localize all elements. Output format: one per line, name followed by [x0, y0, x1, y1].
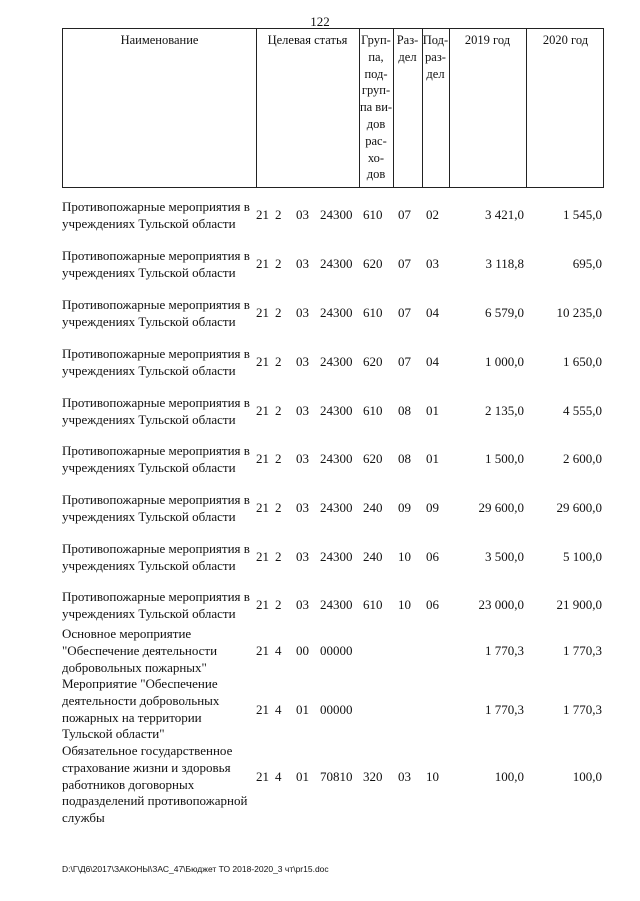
header-subsection: Под- раз- дел	[422, 33, 449, 81]
cell-target-2: 2	[275, 451, 282, 466]
cell-group: 240	[363, 549, 383, 564]
cell-2020: 2 600,0	[563, 451, 602, 466]
cell-target-1: 21	[256, 354, 269, 369]
cell-target-3: 03	[296, 207, 309, 222]
cell-target-2: 2	[275, 500, 282, 515]
row-name: Противопожарные мероприятия в учреждениях Тульской области	[62, 589, 250, 621]
cell-target-1: 21	[256, 500, 269, 515]
row-name: Противопожарные мероприятия в учреждениях Тульской области	[62, 541, 250, 573]
cell-target-1: 21	[256, 702, 269, 717]
cell-2019: 29 600,0	[478, 500, 524, 515]
cell-section: 10	[398, 597, 411, 612]
cell-subsection: 02	[426, 207, 439, 222]
cell-target-1: 21	[256, 403, 269, 418]
cell-target-2: 2	[275, 207, 282, 222]
cell-subsection: 06	[426, 597, 439, 612]
cell-2020: 695,0	[572, 256, 602, 271]
row-name: Основное мероприятие "Обеспечение деятельности добровольных пожарных"	[62, 626, 218, 675]
cell-target-3: 03	[296, 500, 309, 515]
cell-section: 08	[398, 403, 411, 418]
cell-target-3: 01	[296, 769, 309, 784]
cell-target-1: 21	[256, 549, 269, 564]
page-number: 122	[310, 14, 330, 29]
cell-section: 10	[398, 549, 411, 564]
cell-2020: 1 545,0	[563, 207, 602, 222]
cell-target-4: 00000	[320, 702, 353, 717]
cell-subsection: 01	[426, 403, 439, 418]
cell-target-3: 01	[296, 702, 309, 717]
cell-section: 08	[398, 451, 411, 466]
cell-2019: 100,0	[494, 769, 524, 784]
cell-target-3: 03	[296, 597, 309, 612]
cell-target-4: 24300	[320, 305, 353, 320]
cell-target-3: 03	[296, 256, 309, 271]
row-name: Противопожарные мероприятия в учреждениях Тульской области	[62, 346, 250, 378]
cell-target-2: 4	[275, 702, 282, 717]
cell-2019: 3 421,0	[485, 207, 524, 222]
header-2020: 2020 год	[542, 33, 589, 47]
cell-2019: 3 500,0	[485, 549, 524, 564]
cell-target-2: 2	[275, 597, 282, 612]
cell-target-4: 24300	[320, 403, 353, 418]
cell-2019: 3 118,8	[485, 256, 524, 271]
cell-target-3: 03	[296, 403, 309, 418]
cell-group: 610	[363, 597, 383, 612]
cell-subsection: 09	[426, 500, 439, 515]
cell-target-4: 24300	[320, 597, 353, 612]
row-name: Обязательное государственное страхование жизни и здоровья работников договорных подразделений противопожарной службы	[62, 743, 248, 826]
cell-target-2: 4	[275, 769, 282, 784]
cell-target-1: 21	[256, 597, 269, 612]
cell-target-3: 03	[296, 451, 309, 466]
cell-2020: 1 770,3	[563, 643, 602, 658]
cell-section: 07	[398, 256, 411, 271]
cell-section: 09	[398, 500, 411, 515]
cell-target-3: 03	[296, 354, 309, 369]
header-section: Раз- дел	[396, 33, 419, 64]
header-target: Целевая статья	[267, 33, 348, 47]
row-name: Противопожарные мероприятия в учреждениях Тульской области	[62, 199, 250, 231]
cell-target-2: 2	[275, 305, 282, 320]
cell-target-4: 24300	[320, 256, 353, 271]
cell-2020: 29 600,0	[556, 500, 602, 515]
row-name: Мероприятие "Обеспечение деятельности добровольных пожарных на территории Тульской области"	[62, 676, 220, 742]
table-header	[62, 28, 604, 188]
cell-target-3: 03	[296, 549, 309, 564]
cell-2019: 1 000,0	[485, 354, 524, 369]
cell-section: 07	[398, 305, 411, 320]
cell-target-2: 2	[275, 256, 282, 271]
row-name: Противопожарные мероприятия в учреждениях Тульской области	[62, 248, 250, 280]
cell-subsection: 10	[426, 769, 439, 784]
cell-target-1: 21	[256, 643, 269, 658]
cell-2020: 4 555,0	[563, 403, 602, 418]
cell-2020: 1 770,3	[563, 702, 602, 717]
cell-target-1: 21	[256, 305, 269, 320]
row-name: Противопожарные мероприятия в учреждениях Тульской области	[62, 492, 250, 524]
cell-target-4: 24300	[320, 354, 353, 369]
cell-group: 620	[363, 256, 383, 271]
cell-section: 03	[398, 769, 411, 784]
cell-section: 07	[398, 354, 411, 369]
cell-target-4: 24300	[320, 500, 353, 515]
cell-2019: 1 770,3	[485, 643, 524, 658]
cell-group: 620	[363, 354, 383, 369]
cell-2020: 100,0	[572, 769, 602, 784]
cell-group: 240	[363, 500, 383, 515]
cell-2019: 23 000,0	[478, 597, 524, 612]
cell-target-4: 70810	[320, 769, 353, 784]
cell-group: 620	[363, 451, 383, 466]
cell-subsection: 03	[426, 256, 439, 271]
cell-group: 610	[363, 305, 383, 320]
cell-group: 610	[363, 403, 383, 418]
cell-2019: 6 579,0	[485, 305, 524, 320]
cell-target-4: 00000	[320, 643, 353, 658]
cell-target-1: 21	[256, 256, 269, 271]
header-name: Наименование	[120, 33, 199, 47]
row-name: Противопожарные мероприятия в учреждениях Тульской области	[62, 395, 250, 427]
cell-group: 320	[363, 769, 383, 784]
cell-target-1: 21	[256, 769, 269, 784]
cell-2019: 1 770,3	[485, 702, 524, 717]
row-name: Противопожарные мероприятия в учреждениях Тульской области	[62, 297, 250, 329]
cell-target-4: 24300	[320, 549, 353, 564]
cell-target-2: 4	[275, 643, 282, 658]
cell-target-1: 21	[256, 207, 269, 222]
cell-subsection: 06	[426, 549, 439, 564]
file-path-footer: D:\Г\Д6\2017\ЗАКОНЫ\ЗАС_47\Бюджет ТО 2018-2020_3 чт\рr15.doc	[62, 864, 329, 874]
cell-2020: 21 900,0	[556, 597, 602, 612]
cell-group: 610	[363, 207, 383, 222]
cell-target-3: 00	[296, 643, 309, 658]
cell-target-2: 2	[275, 354, 282, 369]
cell-target-2: 2	[275, 403, 282, 418]
row-name: Противопожарные мероприятия в учреждениях Тульской области	[62, 443, 250, 475]
cell-target-2: 2	[275, 549, 282, 564]
header-group: Груп- па, под- груп- па ви- дов рас- хо- дов	[359, 33, 393, 182]
cell-target-4: 24300	[320, 451, 353, 466]
header-2019: 2019 год	[464, 33, 511, 47]
cell-2020: 10 235,0	[556, 305, 602, 320]
cell-2020: 5 100,0	[563, 549, 602, 564]
cell-2020: 1 650,0	[563, 354, 602, 369]
cell-target-3: 03	[296, 305, 309, 320]
cell-2019: 2 135,0	[485, 403, 524, 418]
cell-subsection: 04	[426, 305, 439, 320]
cell-section: 07	[398, 207, 411, 222]
cell-subsection: 01	[426, 451, 439, 466]
cell-subsection: 04	[426, 354, 439, 369]
cell-target-4: 24300	[320, 207, 353, 222]
cell-2019: 1 500,0	[485, 451, 524, 466]
cell-target-1: 21	[256, 451, 269, 466]
